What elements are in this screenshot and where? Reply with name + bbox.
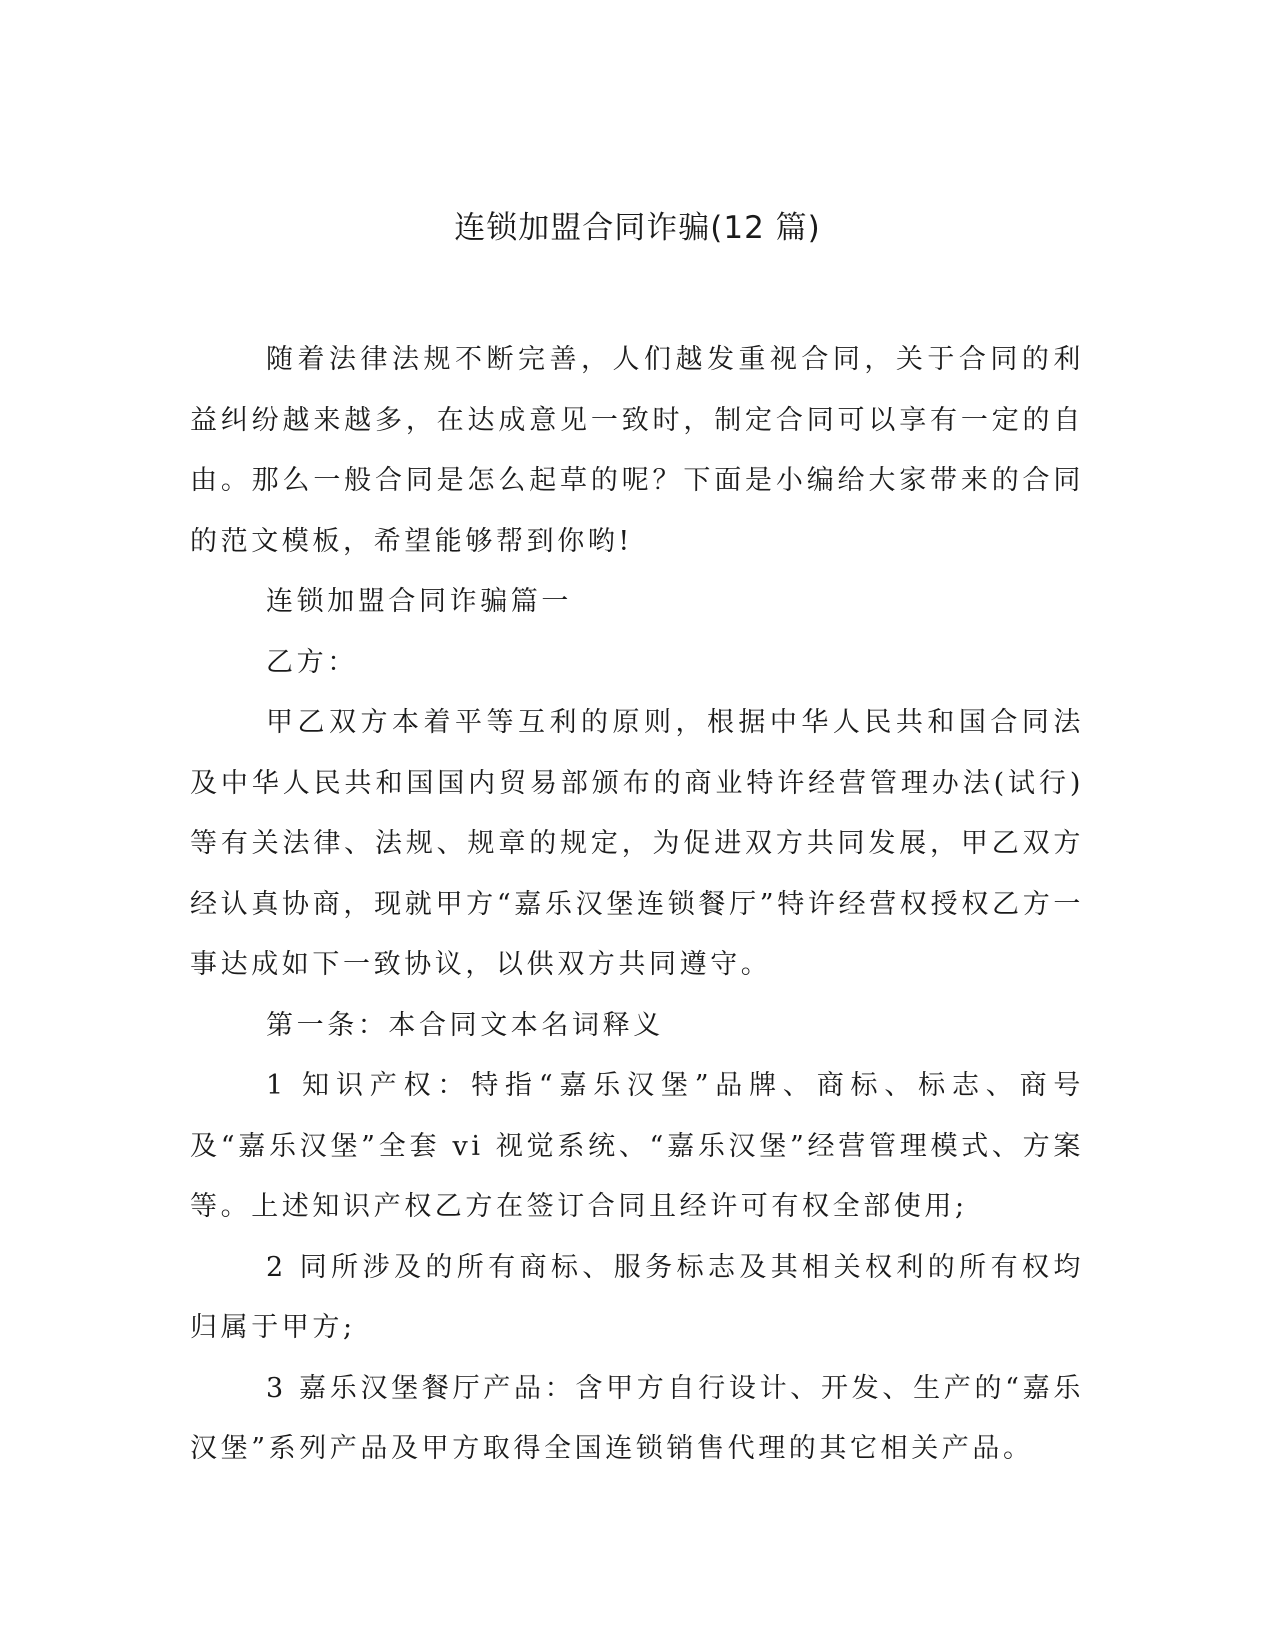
party-b-label: 乙方： (266, 646, 358, 678)
section-heading: 连锁加盟合同诈骗篇一 (266, 586, 572, 617)
intro-paragraph: 随着法律法规不断完善，人们越发重视合同，关于合同的利益纠纷越来越多，在达成意见一致时，制定合同可以享有一定的自由。那么一般合同是怎么起草的呢？下面是小编给大家带来的合同的范文模板，希望能够帮到你哟! (190, 344, 1084, 557)
definition-item: 2 同所涉及的所有商标、服务标志及其相关权利的所有权均归属于甲方; (190, 1251, 1084, 1343)
document-body (190, 330, 1084, 1480)
definition-item: 1 知识产权：特指“嘉乐汉堡”品牌、商标、标志、商号及“嘉乐汉堡”全套 vi 视觉系统、“嘉乐汉堡”经营管理模式、方案等。上述知识产权乙方在签订合同且经许可有权全部使用; (190, 1070, 1084, 1222)
preamble-paragraph: 甲乙双方本着平等互利的原则，根据中华人民共和国合同法及中华人民共和国国内贸易部颁布的商业特许经营管理办法(试行)等有关法律、法规、规章的规定，为促进双方共同发展，甲乙双方经认真协商，现就甲方“嘉乐汉堡连锁餐厅”特许经营权授权乙方一事达成如下一致协议，以供双方共同遵守。 (190, 707, 1084, 980)
document-title: 连锁加盟合同诈骗(12 篇) (454, 210, 821, 246)
article-heading: 第一条：本合同文本名词释义 (266, 1009, 664, 1041)
definition-item: 3 嘉乐汉堡餐厅产品：含甲方自行设计、开发、生产的“嘉乐汉堡”系列产品及甲方取得全国连锁销售代理的其它相关产品。 (190, 1372, 1084, 1464)
